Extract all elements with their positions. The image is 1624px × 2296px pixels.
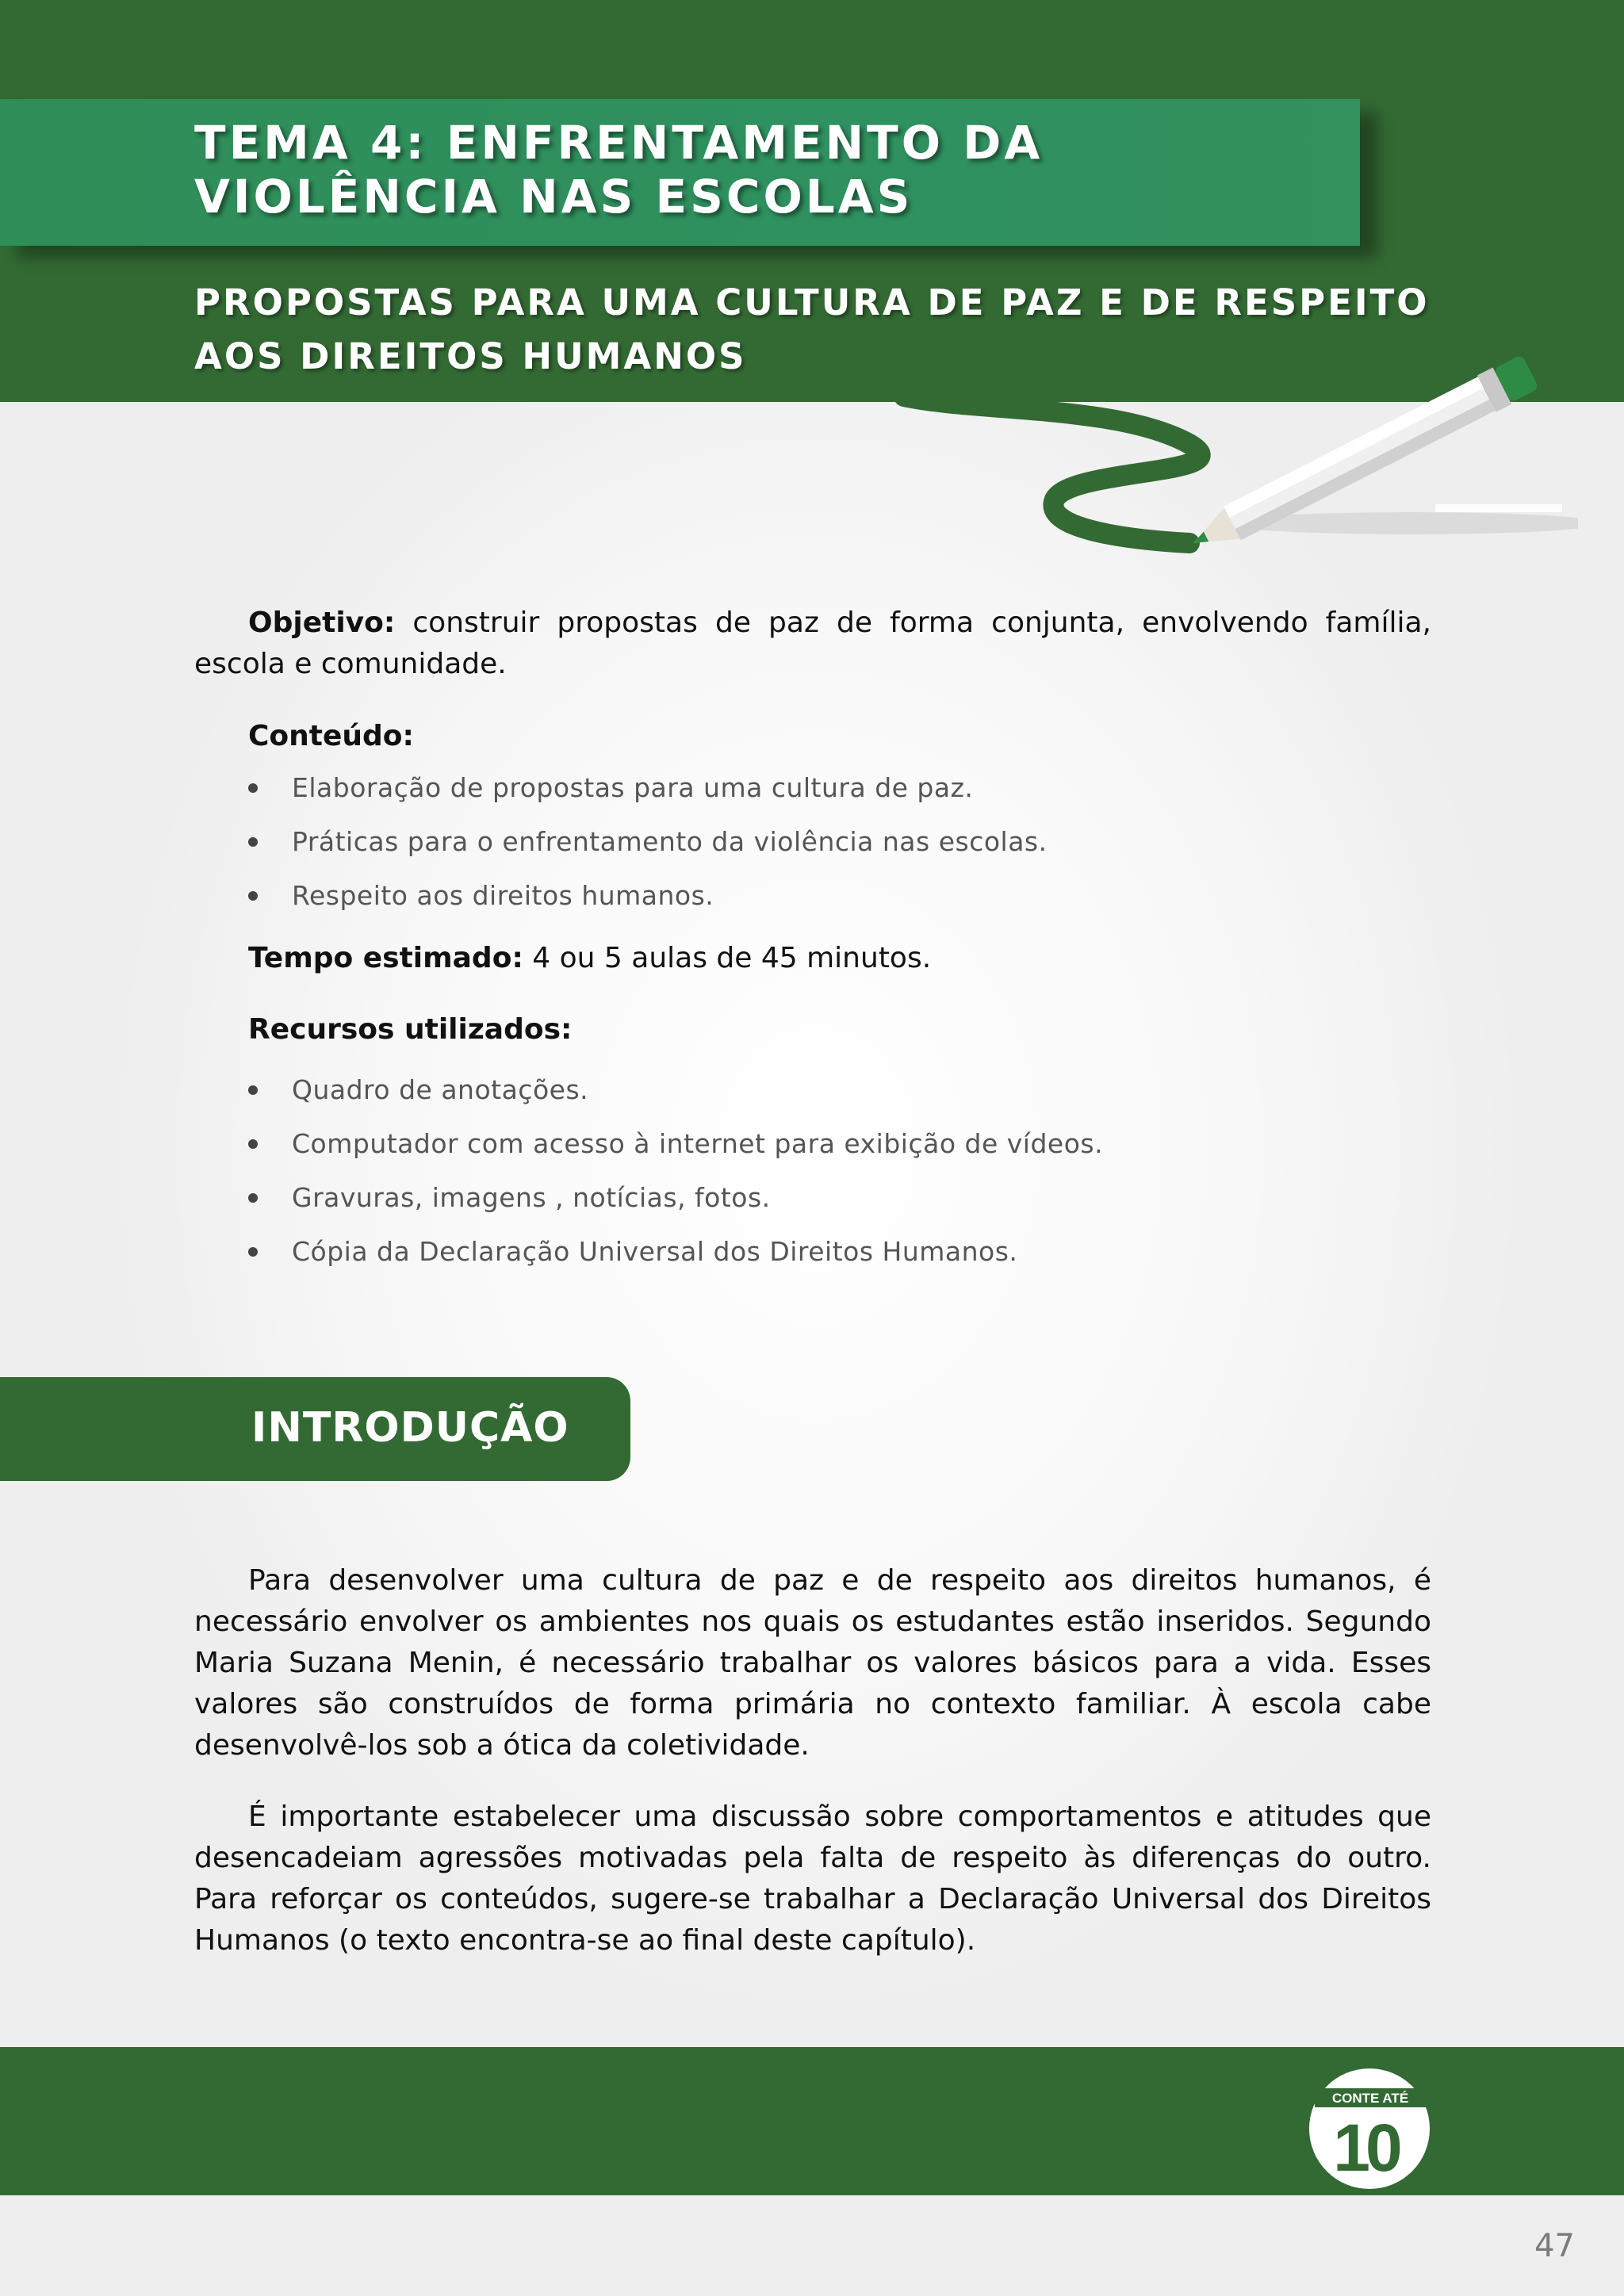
pencil-icon [880,349,1578,555]
list-item: Computador com acesso à internet para exibição de vídeos. [248,1128,1358,1182]
page-number: 47 [1534,2228,1575,2264]
bullet-icon [248,783,258,793]
intro-paragraph: É importante estabelecer uma discussão sobre comportamentos e atitudes que desencadeiam agressões motivadas pela falta de respeito às diferenças do outro. Para reforçar os conteúdos, sugere-se trabalhar a Declaração Universal dos Direitos Humanos (o texto encontra-se ao final deste capítulo). [194,1800,1431,1957]
time-line [248,942,931,974]
introduction-body [194,1560,1431,1961]
time-label: Tempo estimado: [248,942,523,974]
content-list [248,772,1358,934]
list-item: Cópia da Declaração Universal dos Direitos Humanos. [248,1236,1358,1290]
logo-text-number: 10 [1333,2110,1398,2185]
content-label: Conteúdo: [248,720,414,752]
intro-paragraph: Para desenvolver uma cultura de paz e de respeito aos direitos humanos, é necessário envolver os ambientes nos quais os estudantes estão inseridos. Segundo Maria Suzana Menin, é necessário trabalhar os valores básicos para a vida. Esses valores são construídos de forma primária no contexto familiar. À escola cabe desenvolvê-los sob a ótica da coletividade. [194,1564,1431,1762]
bullet-icon [248,891,258,901]
page-title: TEMA 4: ENFRENTAMENTO DA VIOLÊNCIA NAS ESCOLAS [194,116,1044,224]
list-item: Elaboração de propostas para uma cultura de paz. [248,772,1358,826]
bullet-icon [248,1085,258,1095]
logo-text-top: CONTE ATÉ [1331,2091,1409,2106]
objective-paragraph [194,603,1431,685]
objective-text: construir propostas de paz de forma conjunta, envolvendo família, escola e comunidade. [194,607,1431,680]
section-heading: INTRODUÇÃO [251,1404,569,1452]
list-item: Quadro de anotações. [248,1074,1358,1128]
list-item: Práticas para o enfrentamento da violência nas escolas. [248,826,1358,880]
objective-label: Objetivo: [248,607,396,639]
time-text: 4 ou 5 aulas de 45 minutos. [532,942,932,974]
bullet-icon [248,1247,258,1257]
bullet-icon [248,837,258,847]
resources-list [248,1074,1358,1290]
resources-label: Recursos utilizados: [248,1013,573,1046]
objective-block [194,603,1431,685]
page-subtitle: PROPOSTAS PARA UMA CULTURA DE PAZ E DE RESPEITO AOS DIREITOS HUMANOS [194,281,1430,377]
section-heading-tab [0,1377,630,1481]
list-item: Gravuras, imagens , notícias, fotos. [248,1182,1358,1236]
conte-ate-10-logo [1308,2068,1431,2191]
list-item: Respeito aos direitos humanos. [248,880,1358,934]
bullet-icon [248,1139,258,1149]
bullet-icon [248,1193,258,1203]
